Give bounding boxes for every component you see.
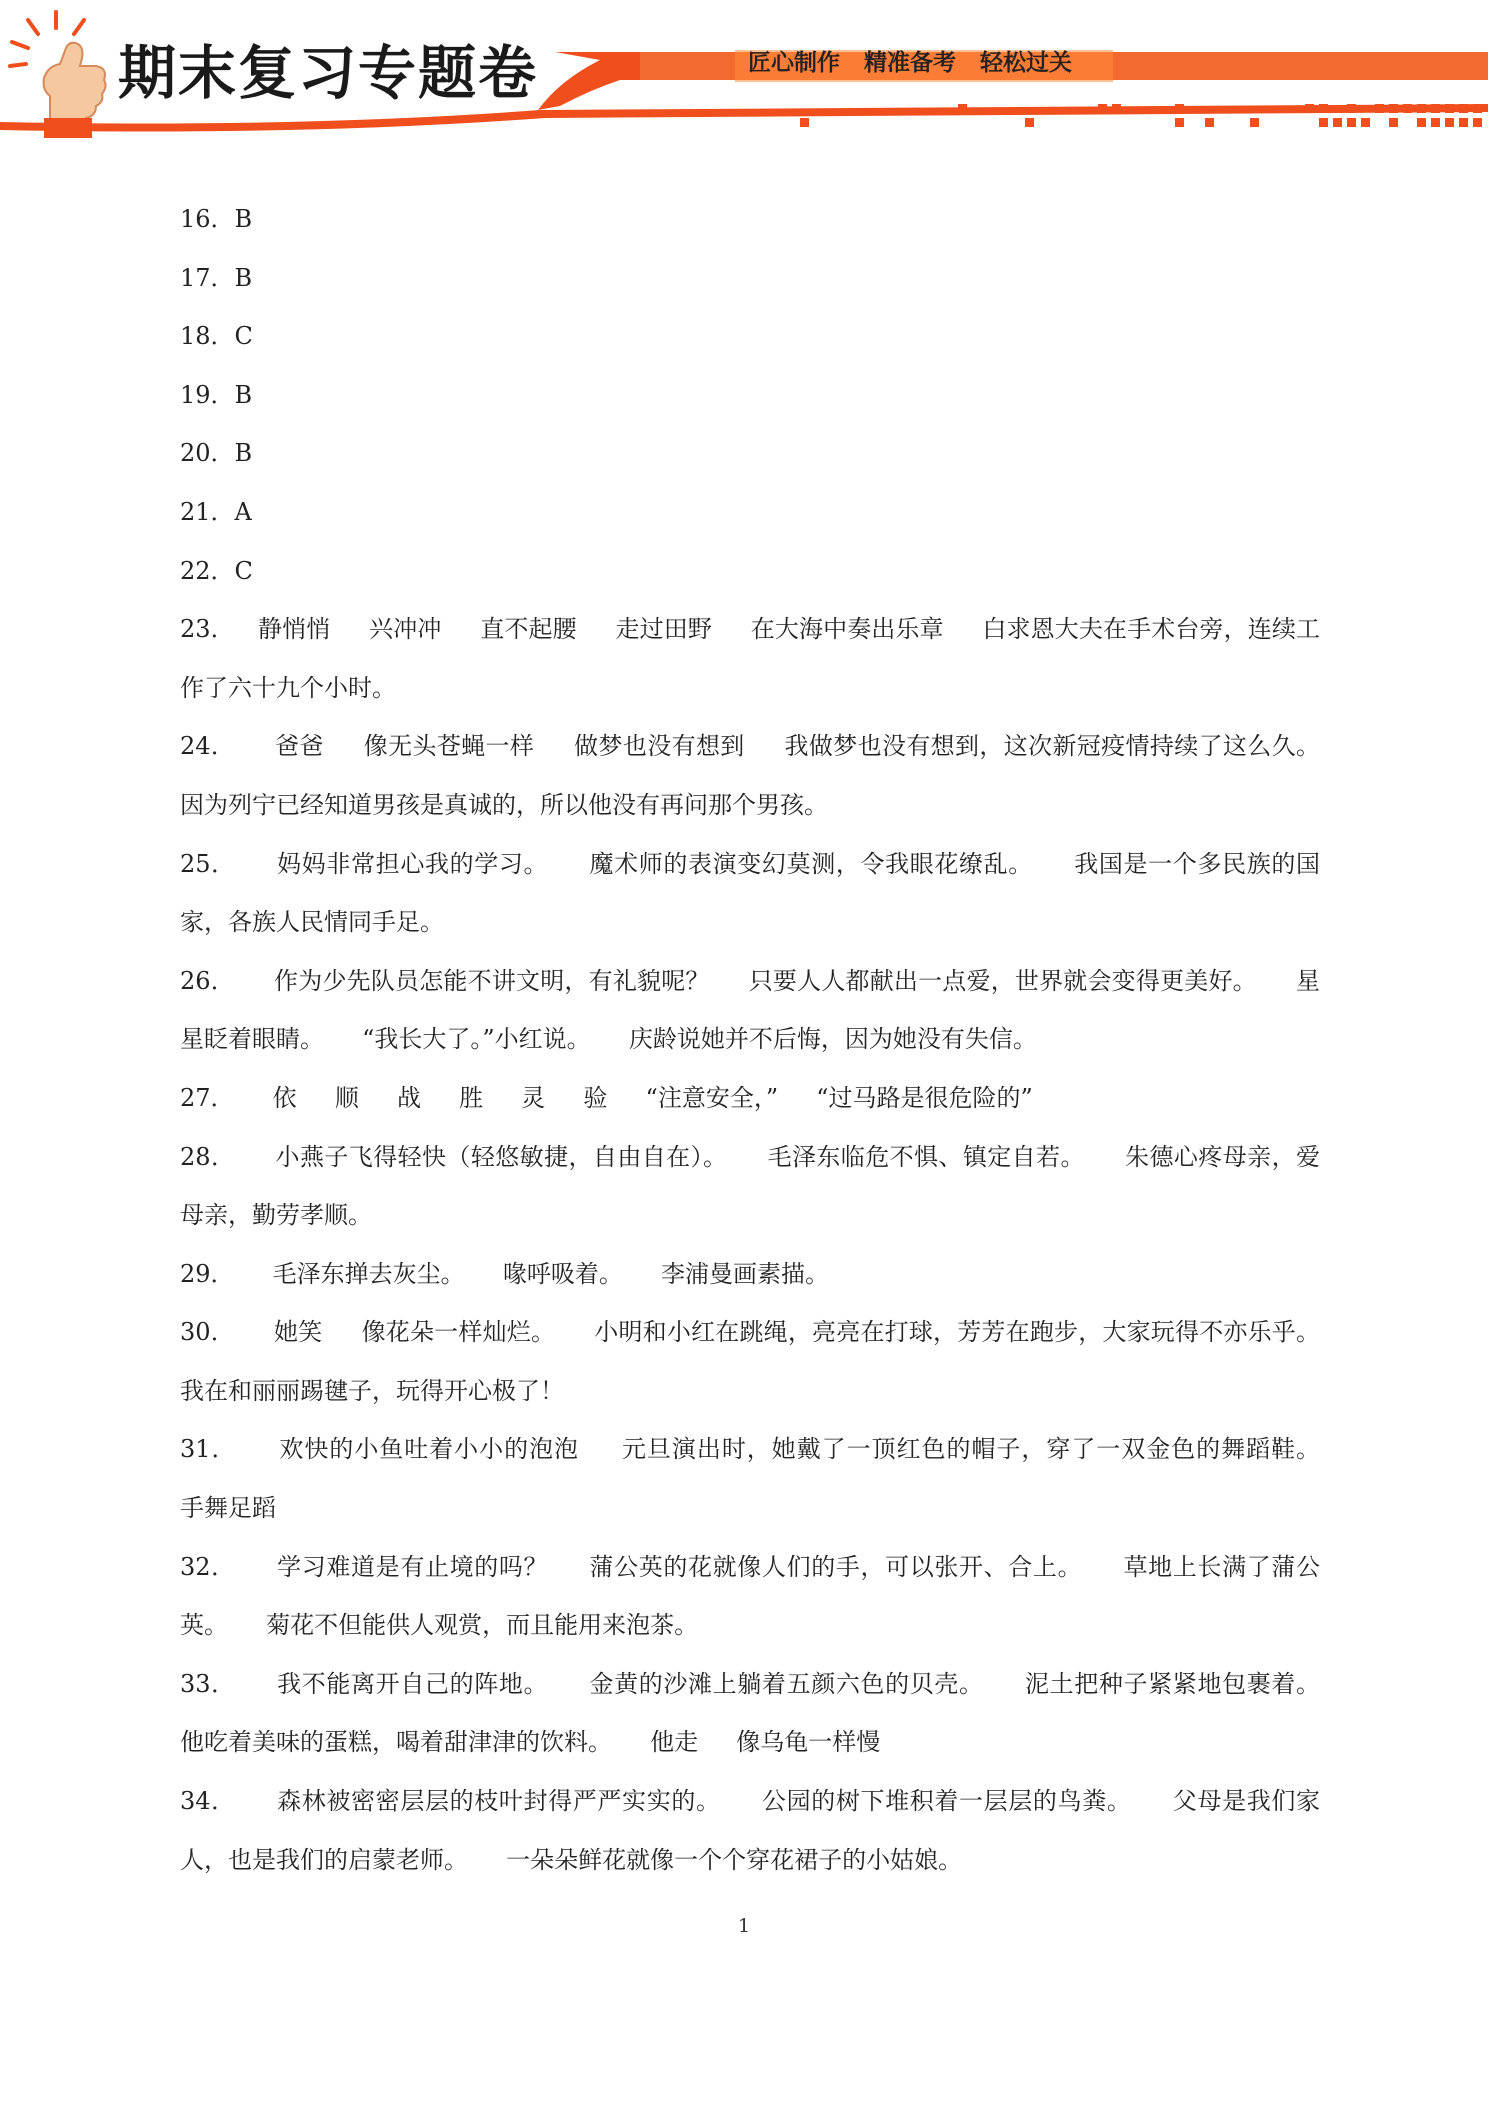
answer-21: 21．A: [180, 497, 252, 526]
answer-19: 19．B: [180, 380, 253, 409]
page-header: [0, 0, 1488, 140]
answer-18: 18．C: [180, 322, 253, 351]
answer-34: 34． 森林被密密层层的枝叶封得严严实实的。 公园的树下堆积着一层层的鸟粪。 父母是我们家人，也是我们的启蒙老师。 一朵朵鲜花就像一个个穿花裙子的小姑娘。: [180, 1787, 1320, 1874]
banner-swoosh: [0, 104, 1488, 132]
answer-25: 25． 妈妈非常担心我的学习。 魔术师的表演变幻莫测，令我眼花缭乱。 我国是一个多民族的国家，各族人民情同手足。: [180, 849, 1320, 937]
answer-24: 24． 爸爸 像无头苍蝇一样 做梦也没有想到 我做梦也没有想到，这次新冠疫情持续了这么久。 因为列宁已经知道男孩是真诚的，所以他没有再问那个男孩。: [180, 732, 1359, 819]
header-title: 期末复习专题卷: [118, 39, 539, 107]
page-number: 1: [737, 1915, 751, 1937]
answer-30: 30． 她笑 像花朵一样灿烂。 小明和小红在跳绳，亮亮在打球，芳芳在跑步，大家玩得不亦乐乎。我在和丽丽踢毽子，玩得开心极了！: [180, 1318, 1320, 1405]
answer-17: 17．B: [180, 263, 253, 292]
answer-20: 20．B: [180, 439, 253, 468]
answer-33: 33． 我不能离开自己的阵地。 金黄的沙滩上躺着五颜六色的贝壳。 泥土把种子紧紧地包裹着。 他吃着美味的蛋糕，喝着甜津津的饮料。 他走 像乌龟一样慢: [180, 1669, 1359, 1757]
answer-16: 16．B: [180, 205, 253, 233]
answer-28: 28． 小燕子飞得轻快（轻悠敏捷，自由自在）。 毛泽东临危不惧、镇定自若。 朱德心疼母亲，爱母亲，勤劳孝顺。: [180, 1142, 1320, 1230]
header-slogan: 匠心制作 精准备考 轻松过关: [748, 50, 1073, 76]
answer-32: 32． 学习难道是有止境的吗？ 蒲公英的花就像人们的手，可以张开、合上。 草地上长满了蒲公英。 菊花不但能供人观赏，而且能用来泡茶。: [180, 1552, 1320, 1640]
answer-31: 31． 欢快的小鱼吐着小小的泡泡 元旦演出时，她戴了一顶红色的帽子，穿了一双金色的舞蹈鞋。 手舞足蹈: [180, 1435, 1359, 1523]
answer-27: 27． 依 顺 战 胜 灵 验 “注意安全，” “过马路是很危险的”: [180, 1083, 1033, 1112]
answer-29: 29． 毛泽东掸去灰尘。 喙呼吸着。 李浦曼画素描。: [180, 1259, 829, 1288]
answer-26: 26． 作为少先队员怎能不讲文明，有礼貌呢？ 只要人人都献出一点爱，世界就会变得更美好。 星星眨着眼睛。 “我长大了。”小红说。 庆龄说她并不后悔，因为她没有失信。: [180, 966, 1320, 1054]
answer-list: [180, 190, 1359, 1889]
answer-23: 23． 静悄悄 兴冲冲 直不起腰 走过田野 在大海中奏出乐章 白求恩大夫在手术台旁，连续工作了六十九个小时。: [180, 615, 1320, 702]
thumbs-up-icon: [10, 12, 106, 138]
answer-22: 22．C: [180, 556, 253, 585]
